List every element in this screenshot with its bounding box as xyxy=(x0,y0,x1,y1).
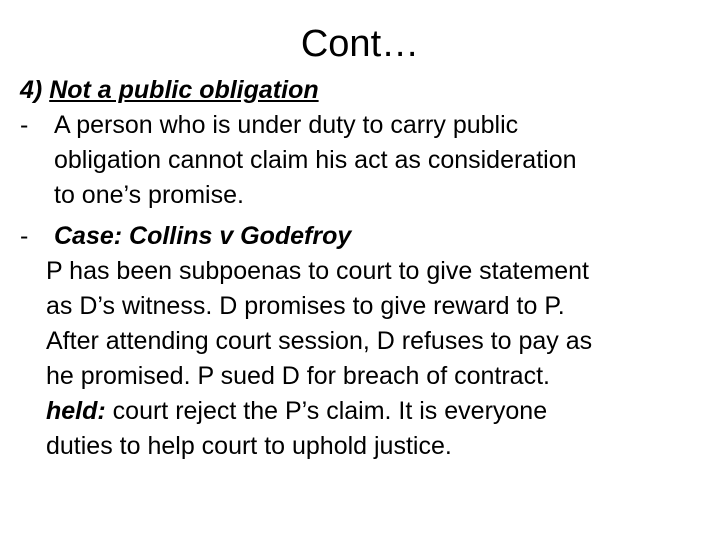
held-text-1: court reject the P’s claim. It is everyone xyxy=(105,397,548,425)
point1-line2: obligation cannot claim his act as consideration xyxy=(54,146,577,174)
section-heading xyxy=(20,73,710,108)
held-line-2: duties to help court to uphold justice. xyxy=(46,432,452,460)
bullet-marker: - xyxy=(20,111,29,139)
held-line-1 xyxy=(20,394,710,429)
case-facts-line-2: as D’s witness. D promises to give reward to P. xyxy=(46,292,565,320)
bullet-point-2 xyxy=(20,219,710,254)
bullet-marker: - xyxy=(20,222,29,250)
section-number: 4) xyxy=(20,76,43,104)
held-label: held: xyxy=(46,397,106,425)
point1-line3: to one’s promise. xyxy=(54,181,244,209)
section-heading-text: Not a public obligation xyxy=(49,76,319,104)
slide-title: Cont… xyxy=(300,23,420,65)
case-label: Case: Collins v Godefroy xyxy=(54,222,352,250)
case-facts-line-4: he promised. P sued D for breach of contract. xyxy=(46,362,550,390)
slide-content xyxy=(20,73,710,464)
case-facts-line-1: P has been subpoenas to court to give statement xyxy=(46,257,589,285)
case-facts-line-3: After attending court session, D refuses to pay as xyxy=(46,327,593,355)
point1-line1: A person who is under duty to carry public xyxy=(54,111,519,139)
bullet-point-1 xyxy=(20,108,710,143)
